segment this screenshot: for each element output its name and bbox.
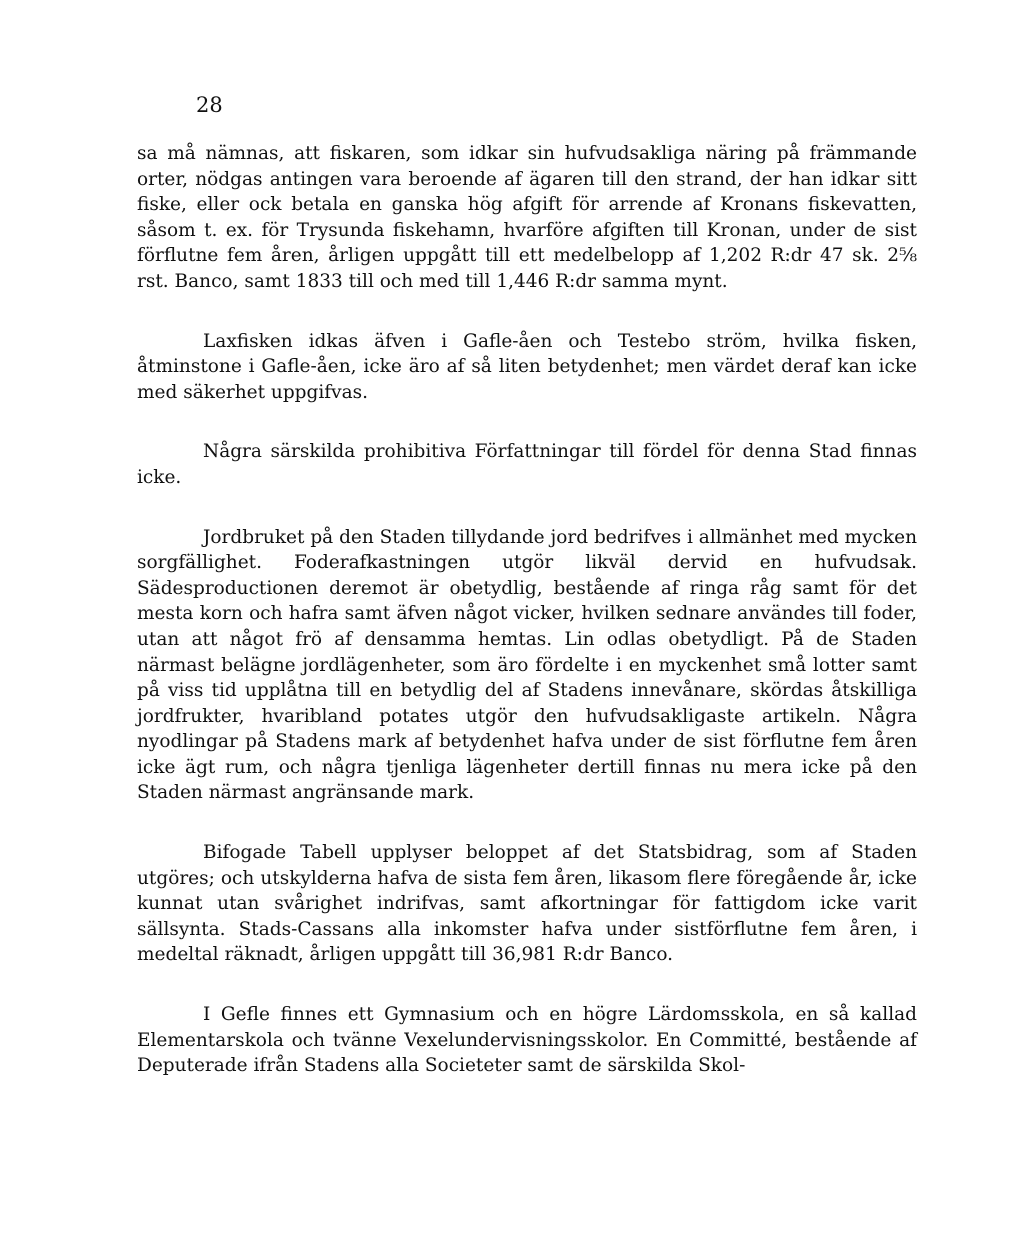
- page-number: 28: [196, 93, 223, 117]
- body-text: [137, 141, 917, 1079]
- paragraph-state-contribution: Bifogade Tabell upplyser beloppet af det Statsbidrag, som af Staden utgöres; och utskylderna hafva de sista fem åren, likasom flere föregående år, icke kunnat utan svårighet indrifvas, samt afkortningar för fattigdom icke varit sällsynta. Stads-Cassans alla inkomster hafva under sistförflutne fem åren, i medeltal räknadt, årligen uppgått till 36,981 R:dr Banco.: [137, 842, 917, 966]
- paragraph-salmon-fishing: Laxfisken idkas äfven i Gafle-åen och Testebo ström, hvilka fisken, åtminstone i Gafle-åen, icke äro af så liten betydenhet; men värdet deraf kan icke med säkerhet uppgifvas.: [137, 330, 917, 403]
- paragraph-prohibitive-statutes: Några särskilda prohibitiva Författningar till fördel för denna Stad finnas icke.: [137, 441, 917, 488]
- paragraph-agriculture: Jordbruket på den Staden tillydande jord bedrifves i allmänhet med mycken sorgfällighet. Foderafkastningen utgör likväl dervid en hufvudsak. Sädesproductionen deremot är obetydlig, bestående af ringa råg samt för det mesta korn och hafra samt äfven något vicker, hvilken sednare användes till foder, utan att något frö af densamma hemtas. Lin odlas obetydligt. På de Staden närmast belägne jordlägenheter, som äro fördelte i en myckenhet små lotter samt på viss tid upplåtna till en betydlig del af Stadens innevånare, skördas åtskilliga jordfrukter, hvaribland potates utgör den hufvudsakligaste artikeln. Några nyodlingar på Stadens mark af betydenhet hafva under de sist förflutne fem åren icke ägt rum, och några tjenliga lägenheter dertill finnas nu mera icke på den Staden närmast angränsande mark.: [137, 526, 917, 804]
- paragraph-schools: I Gefle finnes ett Gymnasium och en högre Lärdomsskola, en så kallad Elementarskola och tvänne Vexelundervisningsskolor. En Committé, bestående af Deputerade ifrån Stadens alla Societeter samt de särskilda Skol-: [137, 1004, 917, 1077]
- paragraph-fishing-fees: sa må nämnas, att fiskaren, som idkar sin hufvudsakliga näring på främmande orter, nödgas antingen vara beroende af ägaren till den strand, der han idkar sitt fiske, eller ock betala en ganska hög afgift för arrende af Kronans fiskevatten, såsom t. ex. för Trysunda fiskehamn, hvarföre afgiften till Kronan, under de sist förflutne fem åren, årligen uppgått till ett medelbelopp af 1,202 R:dr 47 sk. 2⅝ rst. Banco, samt 1833 till och med till 1,446 R:dr samma mynt.: [137, 143, 917, 292]
